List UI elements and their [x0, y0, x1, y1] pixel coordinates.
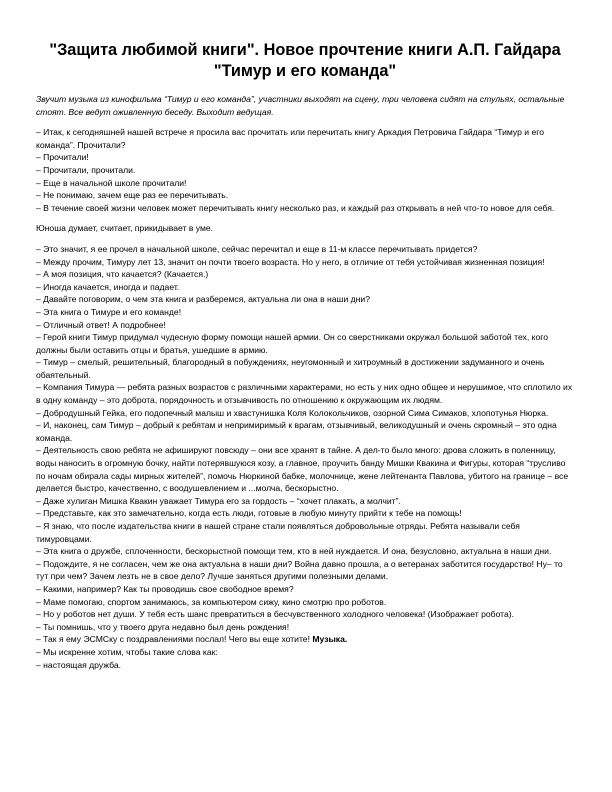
dialogue-line-text: – Так я ему ЭСМСку с поздравлениями послал! Чего вы еще хотите!	[36, 634, 310, 645]
dialogue-line: – Какими, например? Как ты проводишь свое свободное время?	[36, 583, 294, 594]
dialogue-line: – настоящая дружба.	[36, 659, 121, 670]
stage-direction-youth: Юноша думает, считает, прикидывает в уме.	[36, 223, 214, 234]
dialogue-line: – Тимур – смелый, решительный, благородный в побуждениях, неугомонный и хитроумный в достижении задуманного и очень обаятельный.	[36, 357, 545, 380]
dialogue-line: – Эта книга о дружбе, сплоченности, бескорыстной помощи тем, кто в ней нуждается. И она, безусловно, актуальна в наши дни.	[36, 546, 552, 557]
dialogue-line: – Прочитали, прочитали.	[36, 164, 136, 175]
music-cue: Музыка.	[312, 634, 348, 645]
dialogue-line: – Герой книги Тимур придумал чудесную форму помощи нашей армии. Он со сверстниками окружал большой заботой тех, кого должны были оставить отцы и братья, ушедшие в армию.	[36, 332, 548, 355]
dialogue-line: – Компания Тимура — ребята разных возрастов с различными характерами, но есть у них одно общее и нерушимое, что сплотило их в одну команду – это доброта, порядочность и отзывчивость по отношению к окружающим их людям.	[36, 382, 573, 406]
dialogue-line: – Подождите, я не согласен, чем же она актуальна в наши дни? Война давно прошла, а о ветеранах заботится государство! Ну– то тут при чем? Зачем лезть не в свое дело? Лучше заняться другими полезными делами.	[36, 558, 563, 582]
dialogue-line: – Давайте поговорим, о чем эта книга и разберемся, актуальна ли она в наши дни?	[36, 294, 370, 305]
dialogue-part-1	[36, 126, 574, 214]
dialogue-line: – И, наконец, сам Тимур – добрый к ребятам и непримиримый к врагам, отзывчивый, великодушный и очень скромный – это одна команда.	[36, 420, 557, 443]
dialogue-line: – Между прочим, Тимуру лет 13, значит он почти твоего возраста. Но у него, в отличие от тебя устойчивая жизненная позиция!	[36, 256, 545, 267]
dialogue-line: – Иногда качается, иногда и падает.	[36, 281, 180, 292]
dialogue-line: – Мы искренне хотим, чтобы такие слова как:	[36, 646, 218, 657]
dialogue-line: – Отличный ответ! А подробнее!	[36, 319, 166, 330]
dialogue-line: – А моя позиция, что качается? (Качается.)	[36, 269, 209, 280]
dialogue-line: – Не понимаю, зачем еще раз ее перечитывать.	[36, 190, 229, 201]
dialogue-line: – Прочитали!	[36, 152, 89, 163]
dialogue-line: – Ты помнишь, что у твоего друга недавно был день рождения!	[36, 621, 290, 632]
document-title: "Защита любимой книги". Новое прочтение книги А.П. Гайдара "Тимур и его команда"	[49, 41, 561, 80]
dialogue-line-with-music	[36, 633, 574, 646]
dialogue-line: – Это значит, я ее прочел в начальной школе, сейчас перечитал и еще в 11-м классе перечитывать придется?	[36, 243, 478, 254]
dialogue-line: – Представьте, как это замечательно, когда есть люди, готовые в любую минуту прийти к тебе на помощь!	[36, 508, 462, 519]
stage-direction-intro: Звучит музыка из кинофильма “Тимур и его команда”, участники выходят на сцену, три человека сидят на стульях, остальные стоят. Все ведут оживленную беседу. Выходит ведущая.	[36, 94, 565, 117]
dialogue-line: – Но у роботов нет души. У тебя есть шанс превратиться в бесчувственного холодного человека! (Изображает робота).	[36, 609, 515, 620]
dialogue-line: – Маме помогаю, спортом занимаюсь, за компьютером сижу, кино смотрю про роботов.	[36, 596, 387, 607]
dialogue-line: – Итак, к сегодняшней нашей встрече я просила вас прочитать или перечитать книгу Аркадия Петровича Гайдара “Тимур и его команда”. Прочитали?	[36, 127, 544, 150]
dialogue-line: – Добродушный Гейка, его подопечный малыш и хвастунишка Коля Колокольчиков, озорной Сима Симаков, хлопотунья Нюрка.	[36, 407, 549, 418]
dialogue-line: – Я знаю, что после издательства книги в нашей стране стали появляться добровольные отряды. Ребята называли себя тимуровцами.	[36, 521, 520, 544]
dialogue-line: – Еще в начальной школе прочитали!	[36, 177, 187, 188]
dialogue-line: – В течение своей жизни человек может перечитывать книгу несколько раз, и каждый раз открывать в ней что-то новое для себя.	[36, 202, 555, 213]
dialogue-line: – Эта книга о Тимуре и его команде!	[36, 306, 182, 317]
dialogue-line: – Даже хулиган Мишка Квакин уважает Тимура его за гордость – “хочет плакать, а молчит”.	[36, 495, 401, 506]
dialogue-part-2	[36, 243, 574, 671]
dialogue-line: – Деятельность свою ребята не афишируют повсюду – они все хранят в тайне. А дел-то было много: дрова сложить в поленницу, воды наносить в огромную бочку, найти потерявшуюся козу, а главное, проучить банду Мишки Квакина и Фигуры, которая “трусливо по ночам обирала сады мирных жителей”, помочь Нюркиной бабке, молочнице, жене лейтенанта Павлова, убитого на границе – все делается быстро, качественно, с воодушевлением и ...молча, бескорыстно.	[36, 445, 569, 494]
